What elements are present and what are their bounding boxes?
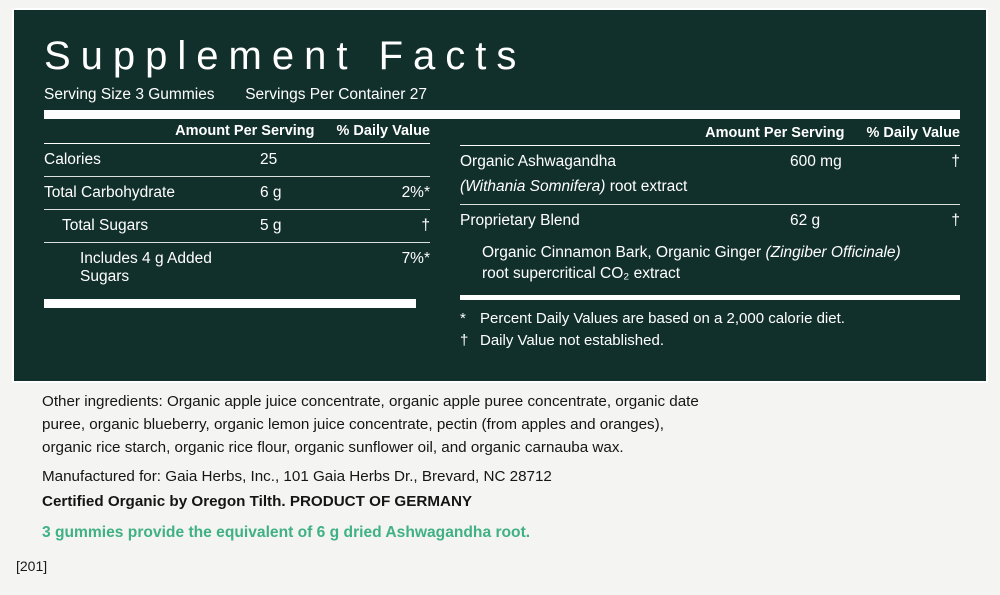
nutrient-name: Total Carbohydrate: [44, 184, 175, 201]
facts-column-left: [40, 119, 430, 353]
nutrient-amount: 6 g: [260, 184, 282, 201]
label-footer-text: [42, 392, 982, 545]
manufactured-for: Manufactured for: Gaia Herbs, Inc., 101 Gaia Herbs Dr., Brevard, NC 28712: [42, 467, 552, 485]
table-row: [460, 205, 960, 237]
footnote-marker: †: [460, 332, 469, 350]
nutrient-name: Total Sugars: [62, 217, 149, 234]
nutrient-amount: 62 g: [790, 212, 821, 229]
nutrient-amount: 5 g: [260, 217, 282, 234]
nutrient-amount: 25: [260, 151, 278, 168]
serving-info: [44, 86, 960, 104]
facts-columns: [40, 119, 960, 353]
nutrient-name: Proprietary Blend: [460, 212, 580, 229]
ginger-latin-name: (Zingiber Officinale): [765, 244, 901, 261]
nutrient-name: Calories: [44, 151, 101, 168]
daily-value-label: % Daily Value: [336, 123, 430, 139]
ashwagandha-botanical-name: [460, 178, 960, 205]
table-row: [44, 177, 430, 210]
footnotes: [460, 300, 960, 353]
nutrient-dv: †: [421, 217, 430, 234]
right-column-header: [460, 121, 960, 146]
other-ingredients-line: Other ingredients: Organic apple juice concentrate, organic apple puree concentrate, organic date: [42, 393, 699, 410]
blend-ingredients: Organic Cinnamon Bark, Organic Ginger: [482, 244, 762, 261]
table-row: [44, 144, 430, 177]
other-ingredients-line: organic rice starch, organic rice flour, organic sunflower oil, and organic carnauba wax.: [42, 438, 624, 456]
serving-size: Serving Size 3 Gummies: [44, 86, 215, 103]
top-thick-rule: [44, 110, 960, 119]
supplement-facts-panel: [12, 8, 988, 383]
botanical-latin-name: (Withania Somnifera): [460, 178, 606, 195]
nutrient-name: Organic Ashwagandha: [460, 153, 616, 170]
nutrient-name: Includes 4 g Added Sugars: [80, 250, 212, 285]
left-column-header: [44, 119, 430, 144]
blend-extract-line: root supercritical CO₂ extract: [482, 264, 681, 282]
left-bottom-thick-rule: [44, 299, 416, 308]
other-ingredients-line: puree, organic blueberry, organic lemon juice concentrate, pectin (from apples and oranges),: [42, 415, 664, 433]
footnote-text: Daily Value not established.: [480, 332, 664, 350]
label-code: [201]: [16, 558, 48, 574]
proprietary-blend-description: [460, 237, 960, 300]
supplement-facts-title: Supplement Facts: [44, 34, 527, 78]
facts-column-right: [456, 119, 960, 353]
botanical-name-tail: root extract: [605, 178, 688, 195]
table-row: [44, 210, 430, 243]
footnote-item: [460, 330, 960, 353]
equivalent-dose-note: 3 gummies provide the equivalent of 6 g dried Ashwagandha root.: [42, 523, 531, 541]
nutrient-dv: †: [951, 153, 960, 170]
nutrient-amount: 600 mg: [790, 153, 842, 170]
table-row: [460, 146, 960, 178]
footnote-item: [460, 308, 960, 331]
certification-statement: Certified Organic by Oregon Tilth. PRODUCT OF GERMANY: [42, 492, 473, 510]
servings-per-container: Servings Per Container 27: [245, 86, 427, 103]
amount-per-serving-label: Amount Per Serving: [175, 123, 315, 139]
nutrient-dv: 2%*: [401, 184, 430, 201]
footnote-marker: *: [460, 309, 466, 327]
column-divider: [430, 119, 456, 353]
nutrient-dv: 7%*: [401, 250, 430, 267]
nutrient-dv: †: [951, 212, 960, 229]
table-row: [44, 243, 430, 293]
daily-value-label: % Daily Value: [866, 125, 960, 141]
footnote-text: Percent Daily Values are based on a 2,000 calorie diet.: [480, 309, 845, 327]
amount-per-serving-label: Amount Per Serving: [705, 125, 845, 141]
